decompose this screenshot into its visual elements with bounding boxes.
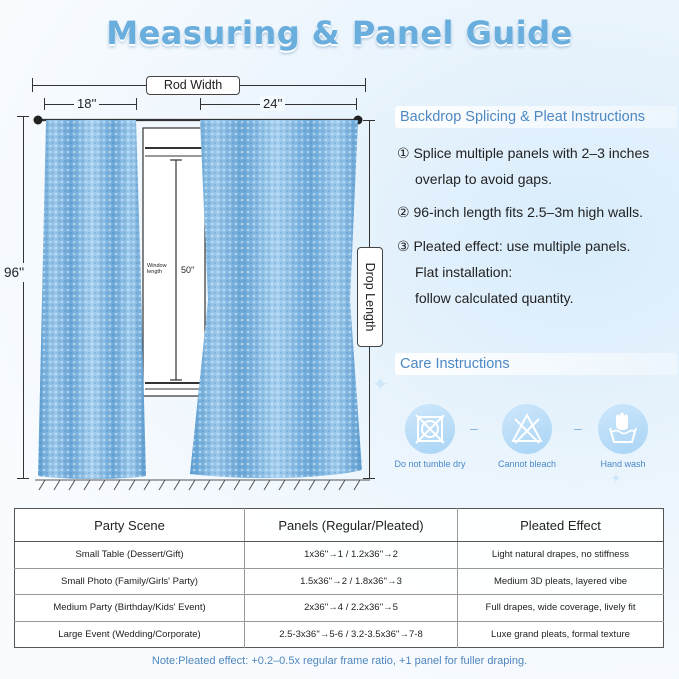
table-header-row	[15, 509, 664, 542]
panel-guide-table	[14, 508, 664, 648]
window-length-value: 50''	[181, 265, 195, 275]
floor-hatch	[35, 480, 370, 490]
care-label: Do not tumble dry	[394, 459, 466, 469]
table-row	[15, 542, 664, 569]
window-frame	[143, 128, 205, 396]
height-label: 96''	[4, 265, 25, 280]
table-cell: Small Table (Dessert/Gift)	[15, 542, 245, 569]
page-title: Measuring & Panel Guide	[106, 14, 573, 52]
sparkle-icon: ✦	[610, 470, 622, 486]
table-row	[15, 568, 664, 595]
care-label: Cannot bleach	[497, 459, 557, 469]
table-cell: Luxe grand pleats, formal texture	[458, 621, 664, 648]
table-row	[15, 595, 664, 622]
table-cell: 1.5x36''→2 / 1.8x36''→3	[245, 568, 458, 595]
separator: –	[574, 420, 582, 436]
table-cell: 1x36''→1 / 1.2x36''→2	[245, 542, 458, 569]
table-cell: Light natural drapes, no stiffness	[458, 542, 664, 569]
no-tumble-dry-icon	[405, 404, 455, 454]
right-width-label: 24''	[260, 96, 285, 111]
table-row	[15, 621, 664, 648]
instruction-item-1: ① Splice multiple panels with 2–3 inches overlap to avoid gaps.	[397, 145, 650, 187]
separator: –	[470, 420, 478, 436]
instructions-heading: Backdrop Splicing & Pleat Instructions	[395, 106, 677, 128]
care-label: Hand wash	[600, 459, 646, 469]
drop-length-label: Drop Length	[357, 247, 383, 347]
column-header: Panels (Regular/Pleated)	[245, 509, 458, 542]
table-cell: Medium 3D pleats, layered vibe	[458, 568, 664, 595]
rod-width-label: Rod Width	[146, 76, 240, 95]
table-cell: Full drapes, wide coverage, lively fit	[458, 595, 664, 622]
instruction-item-3: ③ Pleated effect: use multiple panels. Flat installation: follow calculated quantity.	[397, 238, 631, 306]
table-cell: Medium Party (Birthday/Kids' Event)	[15, 595, 245, 622]
column-header: Party Scene	[15, 509, 245, 542]
hand-wash-icon	[598, 404, 648, 454]
footnote: Note:Pleated effect: +0.2–0.5x regular frame ratio, +1 panel for fuller draping.	[151, 655, 528, 667]
table-cell: Large Event (Wedding/Corporate)	[15, 621, 245, 648]
rod-end-cap	[34, 116, 43, 125]
care-heading: Care Instructions	[395, 353, 677, 375]
table-cell: 2x36''→4 / 2.2x36''→5	[245, 595, 458, 622]
no-bleach-icon	[502, 404, 552, 454]
left-width-label: 18''	[74, 96, 99, 111]
window-length-label: Window length	[147, 263, 173, 275]
table-cell: Small Photo (Family/Girls' Party)	[15, 568, 245, 595]
column-header: Pleated Effect	[458, 509, 664, 542]
instruction-item-2: ② 96-inch length fits 2.5–3m high walls.	[397, 204, 644, 220]
table-cell: 2.5-3x36''→5-6 / 3.2-3.5x36''→7-8	[245, 621, 458, 648]
sparkle-icon: ✦	[372, 374, 389, 396]
